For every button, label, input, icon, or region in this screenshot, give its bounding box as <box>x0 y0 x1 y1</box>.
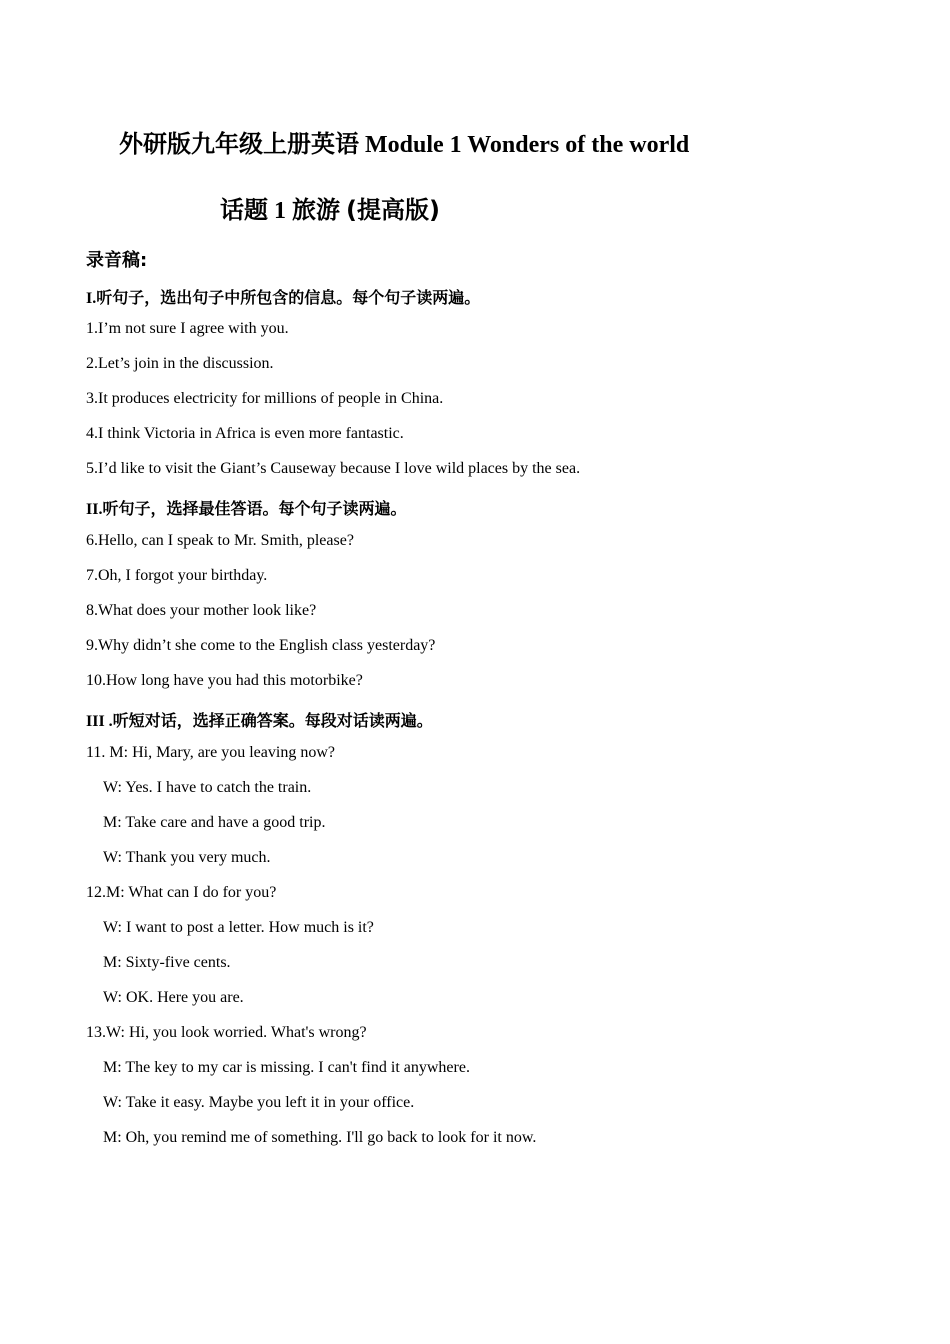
section-1-number: I. <box>86 290 97 307</box>
dialogue-line: W: Thank you very much. <box>103 849 271 866</box>
subtitle-travel: 旅游 <box>292 196 340 224</box>
dialogue-line: W: Yes. I have to catch the train. <box>103 779 312 796</box>
section-1-heading <box>86 285 480 308</box>
question-line: 1.I’m not sure I agree with you. <box>86 320 289 337</box>
section-2-heading <box>86 496 406 519</box>
question-line: 3.It produces electricity for millions of people in China. <box>86 390 444 407</box>
dialogue-line: M: Oh, you remind me of something. I'll go back to look for it now. <box>103 1129 537 1146</box>
dialogue-line: W: I want to post a letter. How much is it? <box>103 919 374 936</box>
dialogue-line: W: OK. Here you are. <box>103 989 244 1006</box>
title-english: Module 1 Wonders of the world <box>365 132 690 158</box>
dialogue-line: W: Take it easy. Maybe you left it in your office. <box>103 1094 415 1111</box>
question-line: 7.Oh, I forgot your birthday. <box>86 567 268 584</box>
section-2-instruction: 听句子，选择最佳答语。每个句子读两遍。 <box>102 499 407 518</box>
question-line: 8.What does your mother look like? <box>86 602 317 619</box>
question-line: 6.Hello, can I speak to Mr. Smith, please? <box>86 532 354 549</box>
section-3-instruction: 听短对话，选择正确答案。每段对话读两遍。 <box>112 711 433 730</box>
question-line: 4.I think Victoria in Africa is even more fantastic. <box>86 425 404 442</box>
dialogue-line: M: The key to my car is missing. I can't find it anywhere. <box>103 1059 470 1076</box>
dialogue-line: 11. M: Hi, Mary, are you leaving now? <box>86 744 335 761</box>
title-chinese: 外研版九年级上册英语 <box>119 130 359 158</box>
section-3-number: III . <box>86 713 113 730</box>
question-line: 2.Let’s join in the discussion. <box>86 355 274 372</box>
dialogue-line: M: Take care and have a good trip. <box>103 814 326 831</box>
subtitle-topic: 话题 <box>220 196 268 224</box>
question-line: 9.Why didn’t she come to the English class yesterday? <box>86 637 436 654</box>
section-2-number: II. <box>86 501 103 518</box>
document-subtitle <box>220 190 440 225</box>
document-title <box>119 124 689 159</box>
section-1-instruction: 听句子，选出句子中所包含的信息。每个句子读两遍。 <box>96 288 481 307</box>
section-3-heading <box>86 708 433 731</box>
dialogue-line: M: Sixty-five cents. <box>103 954 231 971</box>
transcript-label: 录音稿: <box>86 250 148 271</box>
subtitle-number: 1 <box>274 198 286 224</box>
subtitle-level: (提高版) <box>346 196 440 224</box>
dialogue-line: 13.W: Hi, you look worried. What's wrong? <box>86 1024 367 1041</box>
dialogue-line: 12.M: What can I do for you? <box>86 884 277 901</box>
question-line: 10.How long have you had this motorbike? <box>86 672 363 689</box>
question-line: 5.I’d like to visit the Giant’s Causeway because I love wild places by the sea. <box>86 460 581 477</box>
